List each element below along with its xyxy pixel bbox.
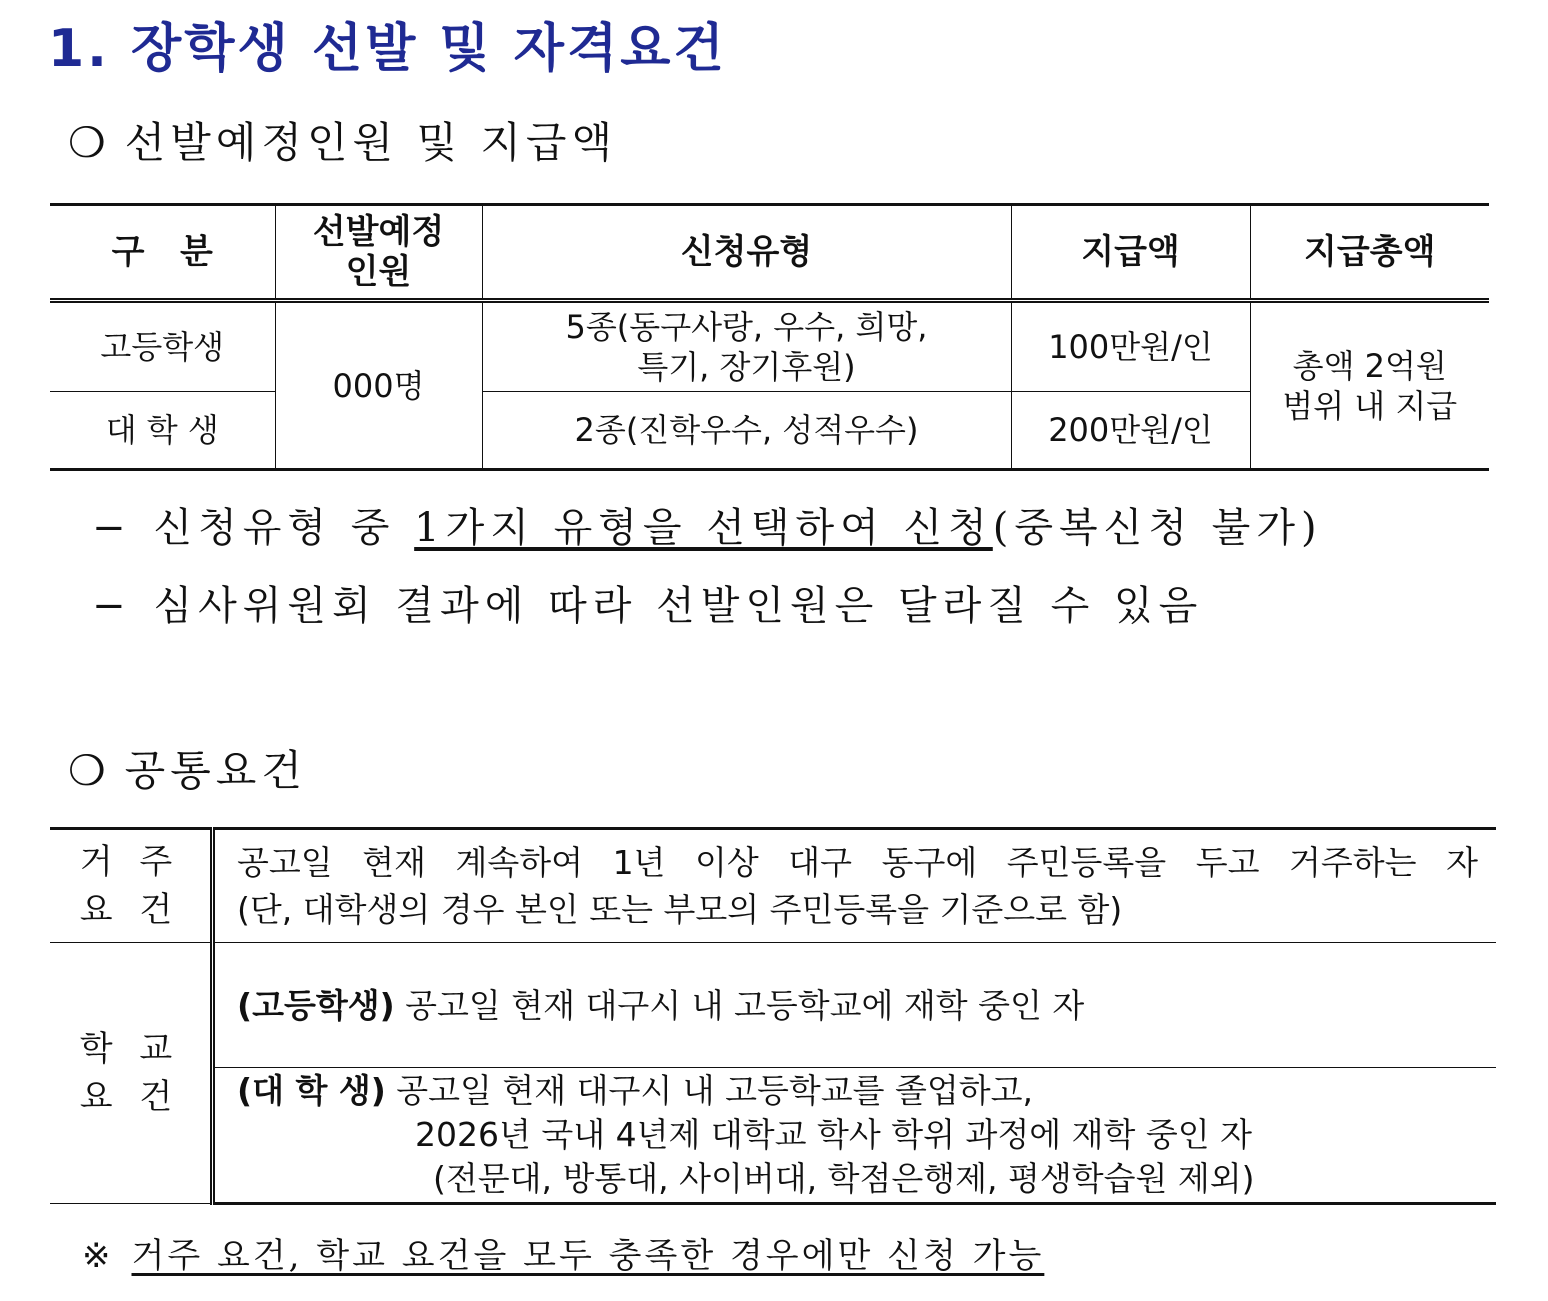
school-high-text: (고등학생) 공고일 현재 대구시 내 고등학교에 재학 중인 자 [213,943,1497,1068]
underlined-emphasis: 1가지 유형을 선택하여 신청 [414,505,993,551]
circle-bullet-icon: ❍ [68,746,111,795]
header-count: 선발예정 인원 [275,205,482,301]
table-header-row [50,205,1489,301]
section-title-text: 공통요건 [124,746,307,795]
amount-high-school: 100만원/인 [1011,301,1250,392]
amount-university: 200만원/인 [1011,392,1250,470]
type-university: 2종(진학우수, 성적우수) [482,392,1011,470]
school-label: 학 교 요 건 [50,943,213,1204]
dash-bullet: − [92,583,132,629]
section-title-text: 선발예정인원 및 지급액 [124,118,618,167]
table-row [50,301,1489,392]
section-title-requirements [68,738,307,798]
circle-bullet-icon: ❍ [68,118,111,167]
note-single-type: − 신청유형 중 1가지 유형을 선택하여 신청(중복신청 불가) [92,505,1323,551]
reference-mark-icon: ※ [82,1236,114,1276]
residence-label: 거 주 요 건 [50,829,213,943]
category-university: 대 학 생 [50,392,275,470]
note-committee: − 심사위원회 결과에 따라 선발인원은 달라질 수 있음 [92,583,1204,629]
header-amount: 지급액 [1011,205,1250,301]
page-title: 1. 장학생 선발 및 자격요건 [48,19,727,79]
section-title-selection [68,110,617,170]
table-row [50,1068,1496,1204]
requirements-table [50,827,1496,1205]
header-type: 신청유형 [482,205,1011,301]
type-high-school: 5종(동구사랑, 우수, 희망, 특기, 장기후원) [482,301,1011,392]
table-row [50,829,1496,943]
footnote-text: 거주 요건, 학교 요건을 모두 충족한 경우에만 신청 가능 [131,1236,1045,1276]
residence-text: 공고일 현재 계속하여 1년 이상 대구 동구에 주민등록을 두고 거주하는 자 (단, 대학생의 경우 본인 또는 부모의 주민등록을 기준으로 함) [213,829,1497,943]
total-amount: 총액 2억원 범위 내 지급 [1250,301,1489,470]
header-total: 지급총액 [1250,205,1489,301]
header-category: 구 분 [50,205,275,301]
table-row [50,943,1496,1068]
school-university-text: (대 학 생) 공고일 현재 대구시 내 고등학교를 졸업하고, 2026년 국내 4년제 대학교 학사 학위 과정에 재학 중인 자 (전문대, 방통대, 사이버대, 학점은행제, 평생학습원 제외) [213,1068,1497,1204]
quota-table [50,203,1489,471]
footnote [82,1228,1044,1277]
dash-bullet: − [92,505,132,551]
category-high-school: 고등학생 [50,301,275,392]
selection-count: 000명 [275,301,482,470]
